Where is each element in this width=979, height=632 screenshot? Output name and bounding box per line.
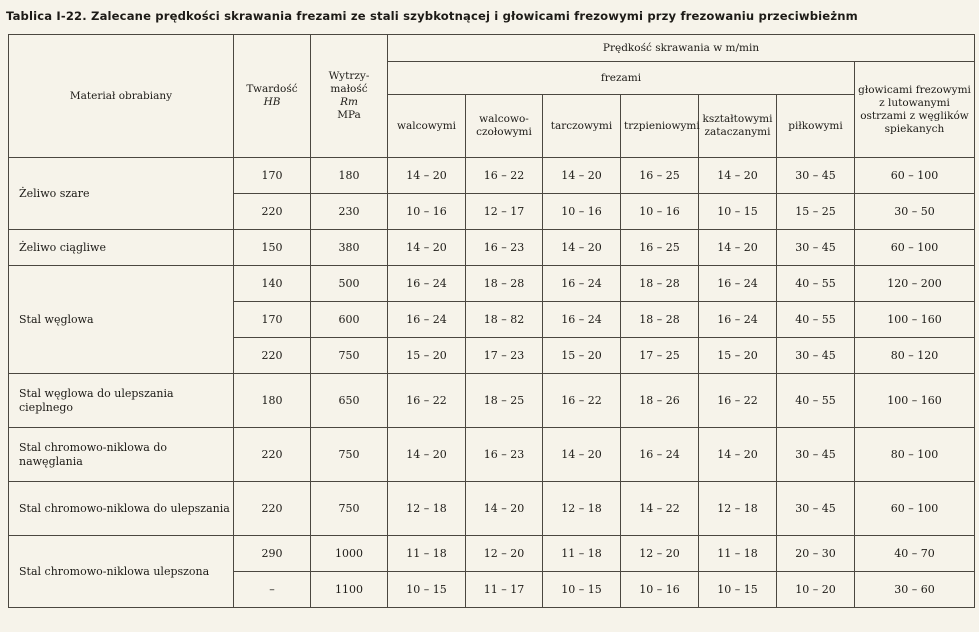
table-row — [9, 158, 975, 194]
header-strength-symbol: Rm — [340, 96, 358, 108]
cell-walcowymi: 15 – 20 — [388, 338, 466, 374]
cell-carbide-heads: 120 – 200 — [855, 266, 975, 302]
cell-walcowymi: 10 – 16 — [388, 194, 466, 230]
cell-walcowymi: 16 – 22 — [388, 374, 466, 428]
cell-carbide-heads: 60 – 100 — [855, 158, 975, 194]
cell-walcowo-czolowymi: 17 – 23 — [466, 338, 543, 374]
cell-strength: 750 — [311, 482, 388, 536]
cell-tarczowymi: 16 – 24 — [543, 266, 621, 302]
cell-pilkowymi: 40 – 55 — [777, 374, 855, 428]
cell-tarczowymi: 10 – 16 — [543, 194, 621, 230]
cell-trzpieniowymi: 14 – 22 — [621, 482, 699, 536]
cell-pilkowymi: 40 – 55 — [777, 302, 855, 338]
cell-strength: 750 — [311, 338, 388, 374]
cell-hardness: 290 — [234, 536, 311, 572]
cell-strength: 1000 — [311, 536, 388, 572]
header-walcowo-czolowymi: walcowo-czołowymi — [466, 95, 543, 158]
cell-ksztaltowymi: 15 – 20 — [699, 338, 777, 374]
header-hardness-label: Twardość — [246, 83, 298, 95]
cell-walcowymi: 14 – 20 — [388, 428, 466, 482]
cell-ksztaltowymi: 14 – 20 — [699, 230, 777, 266]
table-row — [9, 230, 975, 266]
material-cell: Stal chromowo-niklowa do nawęglania — [9, 428, 234, 482]
cell-hardness: 170 — [234, 158, 311, 194]
table-row — [9, 428, 975, 482]
cell-hardness: 170 — [234, 302, 311, 338]
cell-walcowymi: 11 – 18 — [388, 536, 466, 572]
cell-tarczowymi: 11 – 18 — [543, 536, 621, 572]
cell-ksztaltowymi: 14 – 20 — [699, 158, 777, 194]
cell-trzpieniowymi: 10 – 16 — [621, 194, 699, 230]
cell-strength: 650 — [311, 374, 388, 428]
cell-trzpieniowymi: 18 – 26 — [621, 374, 699, 428]
cell-strength: 500 — [311, 266, 388, 302]
cell-trzpieniowymi: 16 – 24 — [621, 428, 699, 482]
header-strength-unit: MPa — [337, 109, 361, 121]
table-row — [9, 374, 975, 428]
material-cell: Żeliwo ciągliwe — [9, 230, 234, 266]
header-speed: Prędkość skrawania w m/min — [388, 35, 975, 62]
cell-hardness: 220 — [234, 194, 311, 230]
cell-pilkowymi: 30 – 45 — [777, 230, 855, 266]
header-cutters: frezami — [388, 62, 855, 95]
cell-walcowymi: 10 – 15 — [388, 572, 466, 608]
cell-ksztaltowymi: 10 – 15 — [699, 194, 777, 230]
cell-walcowo-czolowymi: 12 – 17 — [466, 194, 543, 230]
cell-strength: 230 — [311, 194, 388, 230]
cell-ksztaltowymi: 10 – 15 — [699, 572, 777, 608]
cell-walcowymi: 14 – 20 — [388, 230, 466, 266]
cell-trzpieniowymi: 17 – 25 — [621, 338, 699, 374]
table-row — [9, 266, 975, 302]
cell-ksztaltowymi: 11 – 18 — [699, 536, 777, 572]
table-caption: Tablica I-22. Zalecane prędkości skrawania frezami ze stali szybkotnącej i głowicami frezowymi przy frezowaniu przeciwbieżnm — [6, 9, 858, 23]
table-row — [9, 482, 975, 536]
cell-carbide-heads: 60 – 100 — [855, 482, 975, 536]
cell-pilkowymi: 30 – 45 — [777, 338, 855, 374]
material-cell: Stal chromowo-niklowa do ulepszania — [9, 482, 234, 536]
cell-walcowymi: 16 – 24 — [388, 266, 466, 302]
cell-tarczowymi: 14 – 20 — [543, 428, 621, 482]
cell-tarczowymi: 16 – 24 — [543, 302, 621, 338]
cell-strength: 380 — [311, 230, 388, 266]
cell-hardness: – — [234, 572, 311, 608]
cell-trzpieniowymi: 18 – 28 — [621, 302, 699, 338]
cell-tarczowymi: 14 – 20 — [543, 158, 621, 194]
cell-walcowymi: 16 – 24 — [388, 302, 466, 338]
material-cell: Stal węglowa do ulepszania cieplnego — [9, 374, 234, 428]
cell-walcowo-czolowymi: 12 – 20 — [466, 536, 543, 572]
cell-pilkowymi: 10 – 20 — [777, 572, 855, 608]
cell-ksztaltowymi: 12 – 18 — [699, 482, 777, 536]
cell-walcowo-czolowymi: 18 – 82 — [466, 302, 543, 338]
cell-ksztaltowymi: 16 – 24 — [699, 266, 777, 302]
cell-walcowymi: 12 – 18 — [388, 482, 466, 536]
cell-pilkowymi: 20 – 30 — [777, 536, 855, 572]
cell-hardness: 180 — [234, 374, 311, 428]
cell-pilkowymi: 40 – 55 — [777, 266, 855, 302]
material-cell: Stal chromowo-niklowa ulepszona — [9, 536, 234, 608]
cell-carbide-heads: 100 – 160 — [855, 302, 975, 338]
cell-strength: 180 — [311, 158, 388, 194]
cell-walcowymi: 14 – 20 — [388, 158, 466, 194]
cell-tarczowymi: 14 – 20 — [543, 230, 621, 266]
cell-pilkowymi: 30 – 45 — [777, 158, 855, 194]
cell-carbide-heads: 80 – 120 — [855, 338, 975, 374]
cell-pilkowymi: 30 – 45 — [777, 428, 855, 482]
header-pilkowymi: piłkowymi — [777, 95, 855, 158]
header-strength-line1: Wytrzy- — [328, 70, 370, 82]
cell-carbide-heads: 80 – 100 — [855, 428, 975, 482]
cell-trzpieniowymi: 10 – 16 — [621, 572, 699, 608]
cutting-speed-table — [8, 34, 975, 608]
header-material: Materiał obrabiany — [9, 35, 234, 158]
table-body — [9, 158, 975, 608]
cell-walcowo-czolowymi: 14 – 20 — [466, 482, 543, 536]
cell-strength: 1100 — [311, 572, 388, 608]
cell-walcowo-czolowymi: 18 – 25 — [466, 374, 543, 428]
cell-walcowo-czolowymi: 11 – 17 — [466, 572, 543, 608]
cell-carbide-heads: 100 – 160 — [855, 374, 975, 428]
cell-carbide-heads: 60 – 100 — [855, 230, 975, 266]
header-tarczowymi: tarczowymi — [543, 95, 621, 158]
cell-trzpieniowymi: 18 – 28 — [621, 266, 699, 302]
cell-carbide-heads: 40 – 70 — [855, 536, 975, 572]
cell-hardness: 220 — [234, 482, 311, 536]
cell-carbide-heads: 30 – 50 — [855, 194, 975, 230]
cell-ksztaltowymi: 14 – 20 — [699, 428, 777, 482]
header-hardness-unit: HB — [263, 96, 281, 108]
cell-walcowo-czolowymi: 18 – 28 — [466, 266, 543, 302]
cell-hardness: 220 — [234, 338, 311, 374]
cell-walcowo-czolowymi: 16 – 23 — [466, 230, 543, 266]
cell-tarczowymi: 16 – 22 — [543, 374, 621, 428]
cell-walcowo-czolowymi: 16 – 23 — [466, 428, 543, 482]
cell-hardness: 220 — [234, 428, 311, 482]
cell-strength: 750 — [311, 428, 388, 482]
cell-strength: 600 — [311, 302, 388, 338]
cell-ksztaltowymi: 16 – 24 — [699, 302, 777, 338]
header-walcowymi: walcowymi — [388, 95, 466, 158]
cell-tarczowymi: 12 – 18 — [543, 482, 621, 536]
header-trzpieniowymi: trzpieniowymi — [621, 95, 699, 158]
cell-tarczowymi: 15 – 20 — [543, 338, 621, 374]
cell-trzpieniowymi: 16 – 25 — [621, 158, 699, 194]
header-carbide-heads: głowicami frezowymi z lutowanymi ostrzami z węglików spiekanych — [855, 62, 975, 158]
cell-trzpieniowymi: 16 – 25 — [621, 230, 699, 266]
cell-hardness: 150 — [234, 230, 311, 266]
cell-trzpieniowymi: 12 – 20 — [621, 536, 699, 572]
cell-pilkowymi: 15 – 25 — [777, 194, 855, 230]
cell-hardness: 140 — [234, 266, 311, 302]
header-ksztaltowymi: kształtowymi zataczanymi — [699, 95, 777, 158]
material-cell: Żeliwo szare — [9, 158, 234, 230]
header-strength-line2: małość — [330, 83, 368, 95]
cell-pilkowymi: 30 – 45 — [777, 482, 855, 536]
header-strength — [311, 35, 388, 158]
table-row — [9, 536, 975, 572]
cell-ksztaltowymi: 16 – 22 — [699, 374, 777, 428]
cell-tarczowymi: 10 – 15 — [543, 572, 621, 608]
material-cell: Stal węglowa — [9, 266, 234, 374]
cell-walcowo-czolowymi: 16 – 22 — [466, 158, 543, 194]
header-hardness — [234, 35, 311, 158]
cell-carbide-heads: 30 – 60 — [855, 572, 975, 608]
